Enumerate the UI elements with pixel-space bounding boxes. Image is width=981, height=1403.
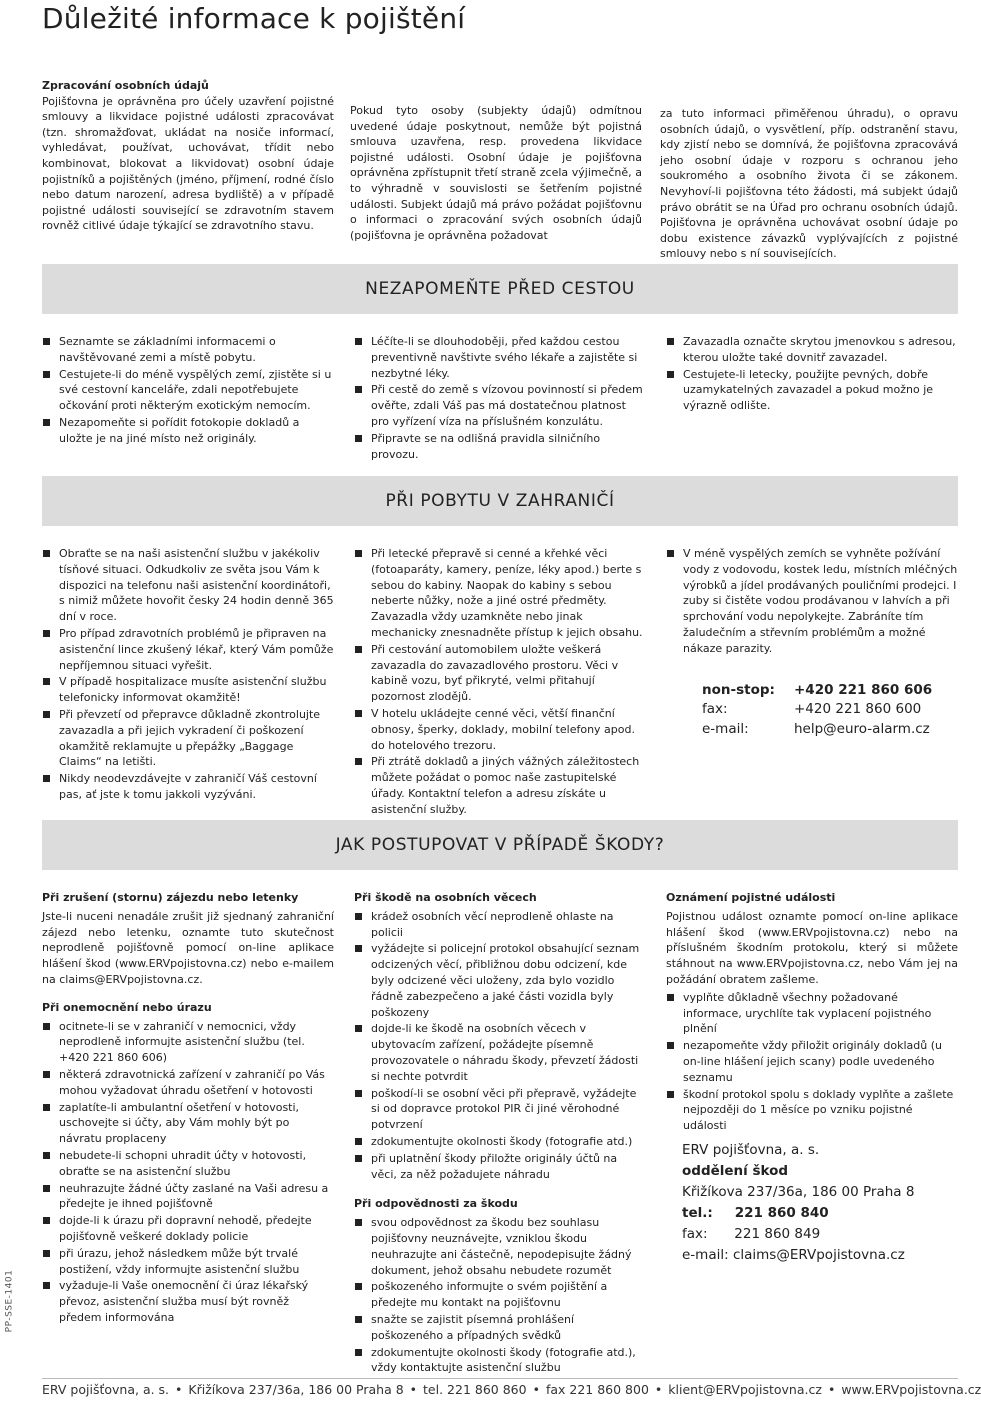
list-item: V hotelu ukládejte cenné věci, větší finanční obnosy, šperky, doklady, mobilní telefony apod. do hotelového trezoru. xyxy=(354,706,644,753)
abroad-column-3 xyxy=(666,546,958,740)
contact-value: +420 221 860 606 xyxy=(794,681,933,698)
list-item: zdokumentujte okolnosti škody (fotografie atd.), vždy kontaktujte asistenční službu xyxy=(354,1345,644,1377)
intro-text-3: za tuto informaci přiměřenou úhradu), o opravu osobních údajů, o vysvětlení, příp. odstranění stavu, kdy zjistí nebo se domnívá, že pojišťovna zpracovává jeho osobní údaje v rozporu s ochranou jeho soukromého a osobního života či se zákonem. Nevyhoví-li pojišťovna této žádosti, má subjekt údajů právo obrátit se na Úřad pro ochranu osobních údajů. Pojišťovna je oprávněna uchovávat osobní údaje po dobu existence závazků vyplývajících z pojistné smlouvy nebo s ní souvisejících. xyxy=(660,107,958,261)
list-item: Nezapomeňte si pořídit fotokopie dokladů a uložte je na jiné místo než originály. xyxy=(42,415,334,447)
section-banner-abroad: PŘI POBYTU V ZAHRANIČÍ xyxy=(42,476,958,526)
list-item: V případě hospitalizace musíte asistenční službu telefonicky informovat okamžitě! xyxy=(42,674,334,706)
report-heading: Oznámení pojistné události xyxy=(666,891,836,904)
before-trip-column-1 xyxy=(42,334,334,448)
footer-fax: fax 221 860 800 xyxy=(545,1382,649,1397)
storno-heading: Při zrušení (stornu) zájezdu nebo letenky xyxy=(42,891,299,904)
list-item: poškodí-li se osobní věci při přepravě, vyžádejte si od dopravce protokol PIR či jiné věrohodné potvrzení xyxy=(354,1086,644,1133)
bullet-separator: • xyxy=(532,1382,540,1397)
list-item: Pro případ zdravotních problémů je připraven na asistenční lince zkušený lékař, který Vám pomůže nepříjemnou situaci vyřešit. xyxy=(42,626,334,673)
claims-department-address xyxy=(682,1140,914,1266)
section-banner-claims: JAK POSTUPOVAT V PŘÍPADĚ ŠKODY? xyxy=(42,820,958,870)
list-item: dojde-li k úrazu při dopravní nehodě, předejte pojišťovně veškeré doklady policie xyxy=(42,1213,334,1245)
intro-column-3 xyxy=(660,106,958,262)
illness-heading: Při onemocnění nebo úrazu xyxy=(42,1000,212,1014)
list-item: při úrazu, jehož následkem může být trvalé postižení, vždy informujte asistenční službu xyxy=(42,1246,334,1278)
list-item: zaplatíte-li ambulantní ošetření v hotovosti, uschovejte si účty, aby Vám mohly být po návratu proplaceny xyxy=(42,1100,334,1147)
bullet-separator: • xyxy=(654,1382,663,1397)
list-item: Při ztrátě dokladů a jiných vážných záležitostech můžete požádat o pomoc naše zastupitelské úřady. Kontaktní telefon a adresu získáte u asistenční služby. xyxy=(354,754,644,817)
contact-row-nonstop xyxy=(702,681,932,701)
footer-web: www.ERVpojistovna.cz xyxy=(841,1382,981,1397)
list-item: Seznamte se základními informacemi o navštěvované zemi a místě pobytu. xyxy=(42,334,334,366)
contact-row-fax xyxy=(702,700,932,720)
claims-column-2 xyxy=(354,890,644,1377)
abroad-column-2 xyxy=(354,546,644,819)
intro-column-1 xyxy=(42,78,334,234)
contact-value: +420 221 860 600 xyxy=(794,701,922,718)
abroad-column-1 xyxy=(42,546,334,804)
list-item: některá zdravotnická zařízení v zahraničí po Vás mohou vyžadovat úhradu ošetření v hotovosti xyxy=(42,1067,334,1099)
address-email xyxy=(682,1245,914,1266)
footer-address: Křižíkova 237/36a, 186 00 Praha 8 xyxy=(188,1382,404,1397)
list-item: Při cestě do země s vízovou povinností si předem ověřte, zdali Váš pas má dostatečnou platnost pro vyřízení víza na příslušném konzulátu. xyxy=(354,382,644,429)
list-item: Připravte se na odlišná pravidla silničního provozu. xyxy=(354,431,644,463)
intro-heading: Zpracování osobních údajů xyxy=(42,79,209,92)
list-item: Nikdy neodevzdávejte v zahraničí Váš cestovní pas, ať jste k tomu jakkoli vyzýváni. xyxy=(42,771,334,803)
email-label: e-mail: xyxy=(682,1247,729,1263)
list-item: Cestujete-li letecky, použijte pevných, dobře uzamykatelných zavazadel a pokud možno je výrazně odlište. xyxy=(666,367,958,414)
bullet-separator: • xyxy=(175,1382,183,1397)
list-item: nebudete-li schopni uhradit účty v hotovosti, obraťte se na asistenční službu xyxy=(42,1148,334,1180)
list-item: Obraťte se na naši asistenční službu v jakékoliv tísňové situaci. Odkudkoliv ze světa jsou Vám k dispozici na telefonu naši asistenční koordinátoři, s nimiž můžete hovořit česky 24 hodin denně 365 dní v roce. xyxy=(42,546,334,625)
footer xyxy=(42,1382,981,1397)
contact-label: fax: xyxy=(702,701,728,718)
before-trip-column-3 xyxy=(666,334,958,415)
list-item: V méně vyspělých zemích se vyhněte požívání vody z vodovodu, kostek ledu, místních mléčných výrobků a jídel prodávaných pouličními prodejci. I zuby si čistěte vodou prodávanou v lahvích a při sprchování vodu nepolykejte. Zabráníte tím žaludečním a střevním problémům a možné nákaze parazity. xyxy=(666,546,958,657)
intro-text-2: Pokud tyto osoby (subjekty údajů) odmítnou uvedené údaje poskytnout, nemůže být pojistná smlouva uzavřena, resp. provedena likvidace pojistné události. Osobní údaje je pojišťovna oprávněna zpřístupnit třetí straně zcela výjimečně, a to výhradně v souvislosti se šetřením pojistné události. Subjekt údajů má právo požádat pojišťovnu o informaci o zpracování svých osobních údajů (pojišťovna je oprávněna požadovat xyxy=(350,104,642,242)
footer-tel: tel. 221 860 860 xyxy=(423,1382,527,1397)
email-value: claims@ERVpojistovna.cz xyxy=(732,1247,905,1263)
list-item: Zavazadla označte skrytou jmenovkou s adresou, kterou uložte také dovnitř zavazadel. xyxy=(666,334,958,366)
address-department: oddělení škod xyxy=(682,1163,789,1179)
list-item: krádež osobních věcí neprodleně ohlaste na policii xyxy=(354,909,644,941)
fax-label: fax: xyxy=(682,1226,708,1242)
list-item: škodní protokol spolu s doklady vyplňte a zašlete nejpozději do 1 měsíce po vzniku pojistné události xyxy=(666,1087,958,1134)
footer-company: ERV pojišťovna, a. s. xyxy=(42,1382,170,1397)
list-item: neuhrazujte žádné účty zaslané na Vaši adresu a předejte je ihned pojišťovně xyxy=(42,1181,334,1213)
bullet-separator: • xyxy=(827,1382,836,1397)
report-text: Pojistnou událost oznamte pomocí on-line aplikace hlášení škod (www.ERVpojistovna.cz) nebo na příslušném škodním protokolu, který si můžete stáhnout na www.ERVpojistovna.cz, nebo Vám jej na požádání obratem zašleme. xyxy=(666,909,958,986)
list-item: Léčíte-li se dlouhodoběji, před každou cestou preventivně navštivte svého lékaře a zajistěte si nezbytné léky. xyxy=(354,334,644,381)
list-item: Při převzetí od přepravce důkladně zkontrolujte zavazadla a při jejich vykradení či poškození okamžitě reklamujte u přepážky „Baggage Claims“ na letišti. xyxy=(42,707,334,770)
list-item: dojde-li ke škodě na osobních věcech v ubytovacím zařízení, požádejte písemně provozovatele o náhradu škody, převzetí žádosti si nechte potvrdit xyxy=(354,1021,644,1084)
contact-row-email xyxy=(702,720,932,740)
things-heading: Při škodě na osobních věcech xyxy=(354,891,537,904)
contact-label: non-stop: xyxy=(702,681,775,698)
list-item: vyplňte důkladně všechny požadované informace, urychlíte tak vyplacení pojistného plnění xyxy=(666,990,958,1037)
assistance-contacts xyxy=(702,681,932,740)
claims-column-3 xyxy=(666,890,958,1135)
list-item: Při letecké přepravě si cenné a křehké věci (fotoaparáty, kamery, peníze, léky apod.) berte s sebou do kabiny. Naopak do kabiny s sebou neberte nůžky, nože a jiné ostré předměty. Zavazadla vždy uzamkněte nebo jinak mechanicky znesnadněte přístup k jejich obsahu. xyxy=(354,546,644,641)
bullet-separator: • xyxy=(409,1382,418,1397)
page-title: Důležité informace k pojištění xyxy=(42,2,466,35)
address-street: Křižíkova 237/36a, 186 00 Praha 8 xyxy=(682,1184,915,1200)
list-item: nezapomeňte vždy přiložit originály dokladů (u on-line hlášení jejich scany) podle uvedeného seznamu xyxy=(666,1038,958,1085)
footer-divider xyxy=(42,1378,958,1379)
tel-label: tel.: xyxy=(682,1205,713,1221)
intro-text-1: Pojišťovna je oprávněna pro účely uzavření pojistné smlouvy a likvidace pojistné události zpracovávat (tzn. shromažďovat, ukládat na nosiče informací, vyhledávat, používat, uchovávat, třídit nebo kombinovat, blokovat a likvidovat) osobní údaje pojistníků a pojištěných (jméno, příjmení, rodné číslo nebo datum narození, adresa bydliště) a v případě pojistné události související se zdravotním stavem rovněž citlivé údaje týkající se zdravotního stavu. xyxy=(42,94,334,233)
list-item: snažte se zajistit písemná prohlášení poškozeného a případných svědků xyxy=(354,1312,644,1344)
list-item: vyžádejte si policejní protokol obsahující seznam odcizených věcí, přibližnou dobu odcizení, kde byly odcizené věci uloženy, zda bylo vozidlo řádně zabezpečeno a jaké části vozidla byly poškozeny xyxy=(354,941,644,1020)
list-item: vyžaduje-li Vaše onemocnění či úraz lékařský převoz, asistenční služba musí být rovněž předem informována xyxy=(42,1278,334,1325)
list-item: svou odpovědnost za škodu bez souhlasu pojišťovny neuznávejte, vzniklou škodu neuhrazujte ani částečně, nepodepisujte žádný dokument, jehož obsahu nebudete rozumět xyxy=(354,1215,644,1278)
liability-heading: Při odpovědnosti za škodu xyxy=(354,1197,518,1211)
list-item: Při cestování automobilem uložte veškerá zavazadla do zavazadlového prostoru. Věci v kabině vozu, byť přikryté, velmi přitahují pozornost zlodějů. xyxy=(354,642,644,705)
address-company: ERV pojišťovna, a. s. xyxy=(682,1142,820,1158)
list-item: zdokumentujte okolnosti škody (fotografie atd.) xyxy=(354,1134,644,1150)
claims-column-1 xyxy=(42,890,334,1327)
footer-email: klient@ERVpojistovna.cz xyxy=(668,1382,822,1397)
intro-column-2 xyxy=(350,103,642,243)
list-item: při uplatnění škody přiložte originály účtů na věci, za něž požadujete náhradu xyxy=(354,1151,644,1183)
before-trip-column-2 xyxy=(354,334,644,463)
address-fax xyxy=(682,1224,914,1245)
list-item: poškozeného informujte o svém pojištění a předejte mu kontakt na pojišťovnu xyxy=(354,1279,644,1311)
storno-text: Jste-li nuceni nenadále zrušit již sjednaný zahraniční zájezd nebo letenku, oznamte tuto skutečnost neprodleně pojišťovně pomocí on-line aplikace hlášení škod (www.ERVpojistovna.cz) nebo e-mailem na claims@ERVpojistovna.cz. xyxy=(42,909,334,986)
section-banner-before-trip: NEZAPOMEŇTE PŘED CESTOU xyxy=(42,264,958,314)
document-code: PP-SSE-1401 xyxy=(4,1269,15,1333)
list-item: ocitnete-li se v zahraničí v nemocnici, vždy neprodleně informujte asistenční službu (tel. +420 221 860 606) xyxy=(42,1019,334,1066)
address-tel xyxy=(682,1203,914,1224)
contact-value: help@euro-alarm.cz xyxy=(794,721,930,738)
fax-value: 221 860 849 xyxy=(734,1226,821,1242)
list-item: Cestujete-li do méně vyspělých zemí, zjistěte si u své cestovní kanceláře, zdali nepotřebujete očkování proti některým exotickým nemocím. xyxy=(42,367,334,414)
contact-label: e-mail: xyxy=(702,721,749,738)
tel-value: 221 860 840 xyxy=(734,1205,829,1221)
